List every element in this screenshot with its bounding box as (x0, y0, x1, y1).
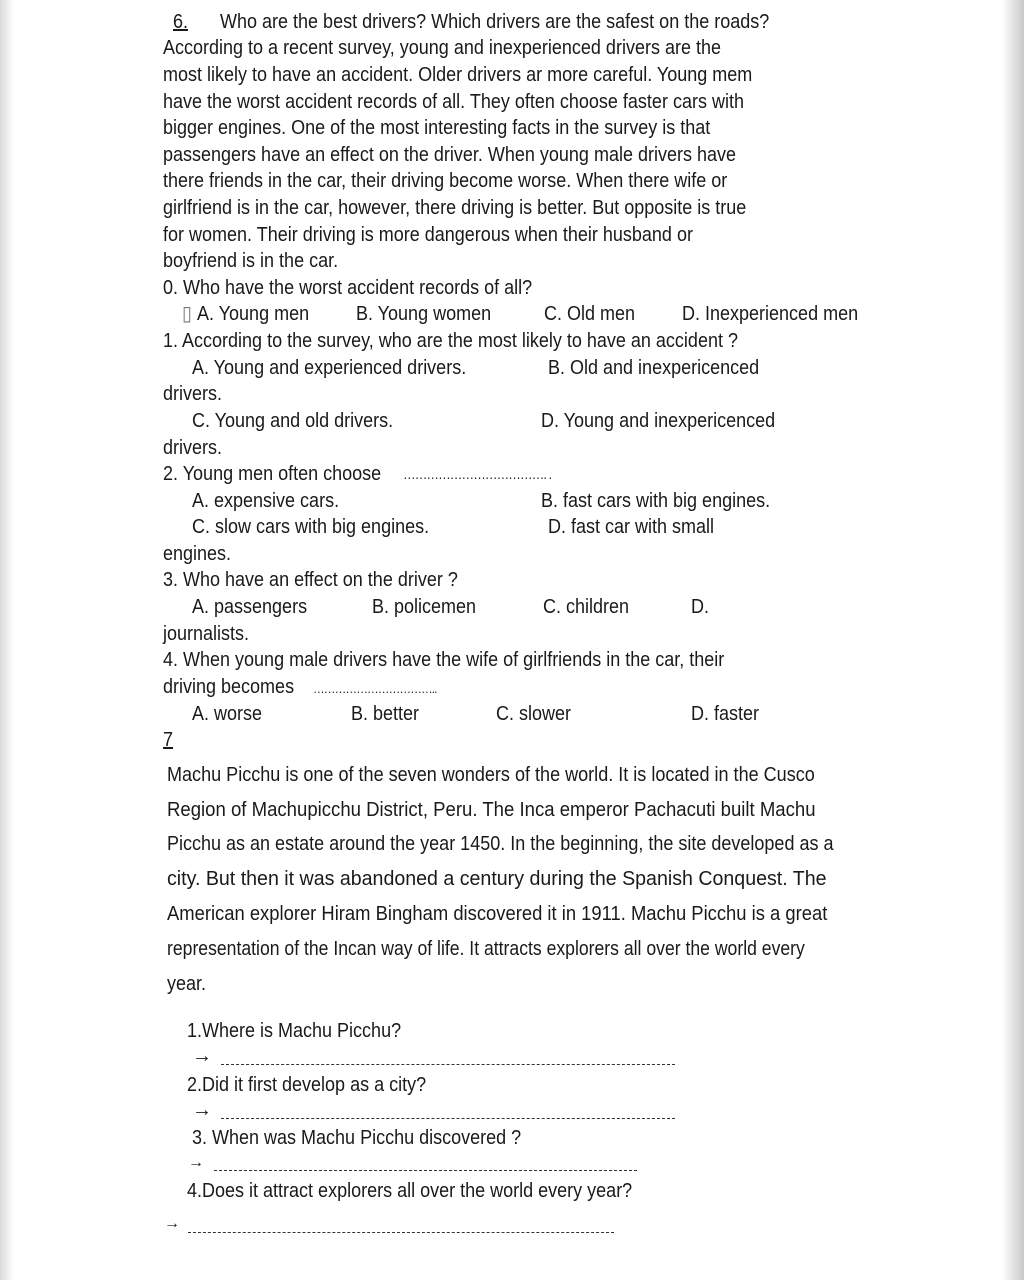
option-c: C. Old men (544, 303, 636, 325)
question-4-blank: …………………………….. (313, 681, 437, 696)
exercise-6-number: 6. (173, 11, 189, 33)
answer-line[interactable] (188, 1232, 614, 1233)
passage-line: city. But then it was abandoned a century during the Spanish Conquest. The (167, 868, 827, 890)
option-d-wrap: engines. (163, 543, 232, 565)
exercise-7-question: 2.Did it first develop as a city? (187, 1074, 427, 1096)
option-d: D. fast car with small (548, 516, 715, 538)
option-b-wrap: drivers. (163, 383, 223, 405)
option-d-wrap: drivers. (163, 437, 223, 459)
arrow-icon: → (192, 1045, 212, 1067)
exercise-6-title: Who are the best drivers? Which drivers are the safest on the roads? (220, 11, 770, 33)
passage-line: bigger engines. One of the most interesting facts in the survey is that (163, 117, 711, 139)
passage-line: Region of Machupicchu District, Peru. The Inca emperor Pachacuti built Machu (167, 799, 816, 821)
question-0: 0. Who have the worst accident records of all? (163, 277, 533, 299)
arrow-icon: → (188, 1154, 204, 1171)
passage-line: have the worst accident records of all. They often choose faster cars with (163, 91, 744, 113)
question-2-blank: ………………………………. . (403, 466, 552, 482)
passage-line: boyfriend is in the car. (163, 250, 339, 272)
option-b: B. policemen (372, 596, 477, 618)
option-b: B. Young women (356, 303, 492, 325)
option-a: A. expensive cars. (192, 490, 340, 512)
option-b: B. Old and inexpericenced (548, 357, 760, 379)
page-shadow-right (1002, 0, 1024, 1280)
answer-line[interactable] (221, 1064, 675, 1065)
option-c: C. slower (496, 703, 572, 725)
passage-line: there friends in the car, their driving become worse. When there wife or (163, 170, 728, 192)
question-1: 1. According to the survey, who are the most likely to have an accident ? (163, 330, 738, 352)
option-d: D. faster (691, 703, 760, 725)
exercise-7-question: 4.Does it attract explorers all over the world every year? (187, 1180, 633, 1202)
arrow-icon: → (164, 1215, 180, 1232)
answer-line[interactable] (221, 1118, 675, 1119)
passage-line: American explorer Hiram Bingham discovered it in 1911. Machu Picchu is a great (167, 903, 828, 925)
option-d: D. Inexperienced men (682, 303, 859, 325)
passage-line: for women. Their driving is more dangerous when their husband or (163, 224, 693, 246)
passage-line: year. (167, 973, 207, 995)
question-2: 2. Young men often choose (163, 463, 382, 485)
option-d-wrap: journalists. (163, 623, 250, 645)
option-c: C. Young and old drivers. (192, 410, 394, 432)
option-b: B. fast cars with big engines. (541, 490, 771, 512)
option-d: D. Young and inexpericenced (541, 410, 776, 432)
passage-line: According to a recent survey, young and inexperienced drivers are the (163, 37, 721, 59)
passage-line: girlfriend is in the car, however, there driving is better. But opposite is true (163, 197, 747, 219)
option-a: A. Young men (197, 303, 310, 325)
passage-line: Picchu as an estate around the year 1450. In the beginning, the site developed as a (167, 833, 834, 855)
option-c: C. children (543, 596, 630, 618)
option-b: B. better (351, 703, 420, 725)
page-shadow-left (0, 0, 14, 1280)
arrow-icon: → (192, 1099, 212, 1121)
exercise-7-question: 3. When was Machu Picchu discovered ? (192, 1127, 522, 1149)
passage-line: passengers have an effect on the driver. When young male drivers have (163, 144, 737, 166)
option-d: D. (691, 596, 709, 618)
answer-marker-icon: ▯ (182, 303, 192, 325)
question-4-wrap: driving becomes (163, 676, 295, 698)
question-3: 3. Who have an effect on the driver ? (163, 569, 458, 591)
passage-line: Machu Picchu is one of the seven wonders of the world. It is located in the Cusco (167, 764, 815, 786)
exercise-7-question: 1.Where is Machu Picchu? (187, 1020, 402, 1042)
question-4: 4. When young male drivers have the wife of girlfriends in the car, their (163, 649, 725, 671)
passage-line: representation of the Incan way of life. It attracts explorers all over the world every (167, 938, 805, 960)
option-c: C. slow cars with big engines. (192, 516, 430, 538)
option-a: A. passengers (192, 596, 308, 618)
option-a: A. Young and experienced drivers. (192, 357, 467, 379)
answer-line[interactable] (214, 1170, 637, 1171)
passage-line: most likely to have an accident. Older drivers ar more careful. Young mem (163, 64, 753, 86)
exercise-7-number: 7 (163, 729, 174, 751)
option-a: A. worse (192, 703, 263, 725)
